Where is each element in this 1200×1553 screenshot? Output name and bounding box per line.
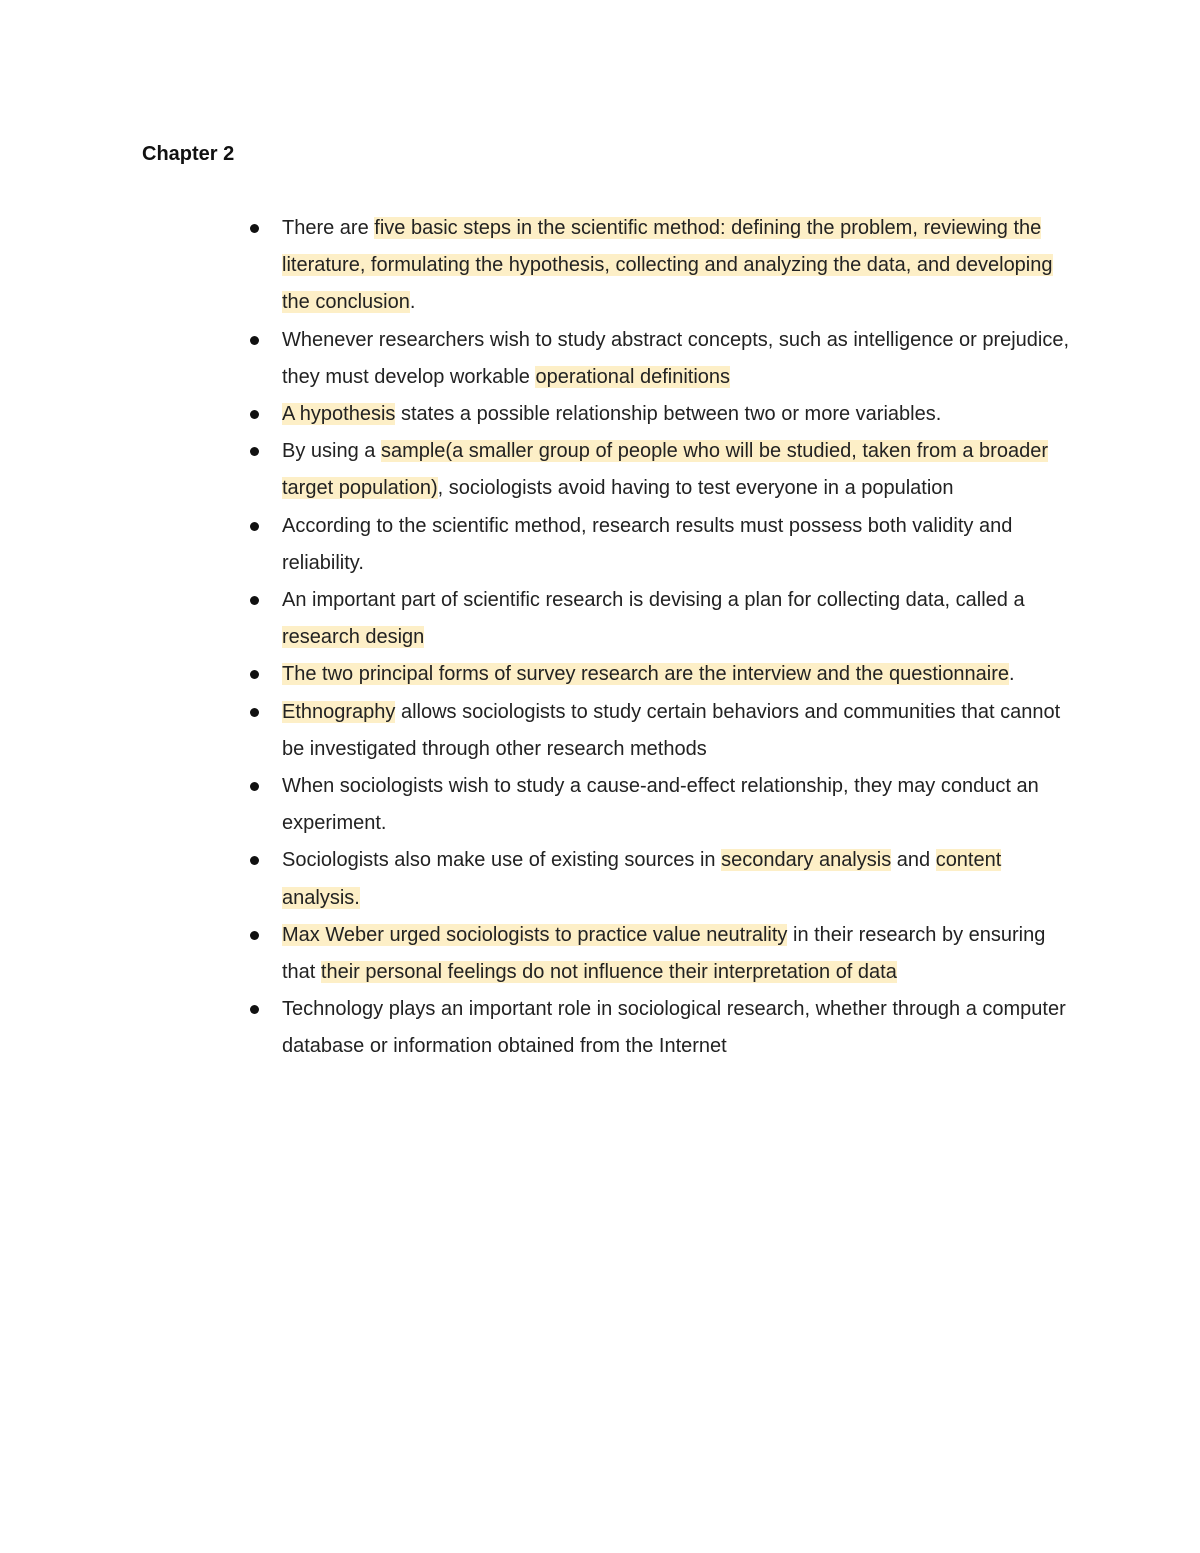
bullet-text: and [891,849,936,872]
bullet-text: states a possible relationship between two or more variables. [395,403,942,426]
bullet-dot-icon [250,336,259,345]
highlighted-text: secondary analysis [721,849,892,872]
bullet-text: There are [282,217,375,239]
highlighted-text: Max Weber urged sociologists to practice value neutrality [282,923,788,946]
bullet-text: When sociologists wish to study a cause-and-effect relationship, they may conduct an experiment. [282,775,1039,835]
bullet-item [244,396,1074,433]
highlighted-text: content analysis. [282,849,1002,909]
bullet-item [244,768,1074,842]
bullet-dot-icon [250,447,259,456]
bullet-text: According to the scientific method, research results must possess both validity and reliability. [282,514,1013,574]
bullet-text: An important part of scientific research is devising a plan for collecting data, called a [282,589,1025,612]
highlighted-text: Ethnography [282,700,396,723]
highlighted-text: five basic steps in the scientific method: defining the problem, reviewing the literature, formulating the hypothesis, collecting and analyzing the data, and developing the conclusion [282,217,1053,314]
bullet-item [244,991,1074,1065]
bullet-list [244,210,1074,1066]
bullet-text: . [1009,663,1015,686]
bullet-dot-icon [250,708,259,717]
bullet-item [244,322,1074,396]
bullet-dot-icon [250,224,259,233]
bullet-text: By using a [282,440,381,463]
bullet-dot-icon [250,931,259,940]
highlighted-text: sample(a smaller group of people who will be studied, taken from a broader target population) [282,440,1048,500]
bullet-dot-icon [250,522,259,531]
bullet-dot-icon [250,670,259,679]
highlighted-text: operational definitions [535,365,731,388]
bullet-text: Technology plays an important role in sociological research, whether through a computer database or information obtained from the Internet [282,998,1066,1058]
bullet-item [244,433,1074,507]
bullet-text: Whenever researchers wish to study abstract concepts, such as intelligence or prejudice, they must develop workable [282,328,1070,388]
bullet-item [244,842,1074,916]
bullet-item [244,508,1074,582]
bullet-item [244,582,1074,656]
bullet-item [244,210,1074,322]
bullet-text: Sociologists also make use of existing sources in [282,849,722,872]
bullet-dot-icon [250,856,259,865]
highlighted-text: their personal feelings do not influence their interpretation of data [320,961,897,984]
highlighted-text: research design [282,626,425,649]
bullet-dot-icon [250,410,259,419]
bullet-text: allows sociologists to study certain behaviors and communities that cannot be investigated through other research methods [282,700,1061,760]
bullet-item [244,656,1074,693]
bullet-text: . [409,291,416,314]
chapter-title: Chapter 2 [142,143,235,165]
bullet-item [244,694,1074,768]
bullet-text: in their research by ensuring that [282,923,1046,984]
highlighted-text: The two principal forms of survey research are the interview and the questionnaire [282,663,1010,686]
bullet-text: , sociologists avoid having to test everyone in a population [437,477,954,500]
bullet-dot-icon [250,1005,259,1014]
highlighted-text: A hypothesis [282,403,396,426]
bullet-dot-icon [250,782,259,791]
bullet-dot-icon [250,596,259,605]
bullet-item [244,917,1074,991]
